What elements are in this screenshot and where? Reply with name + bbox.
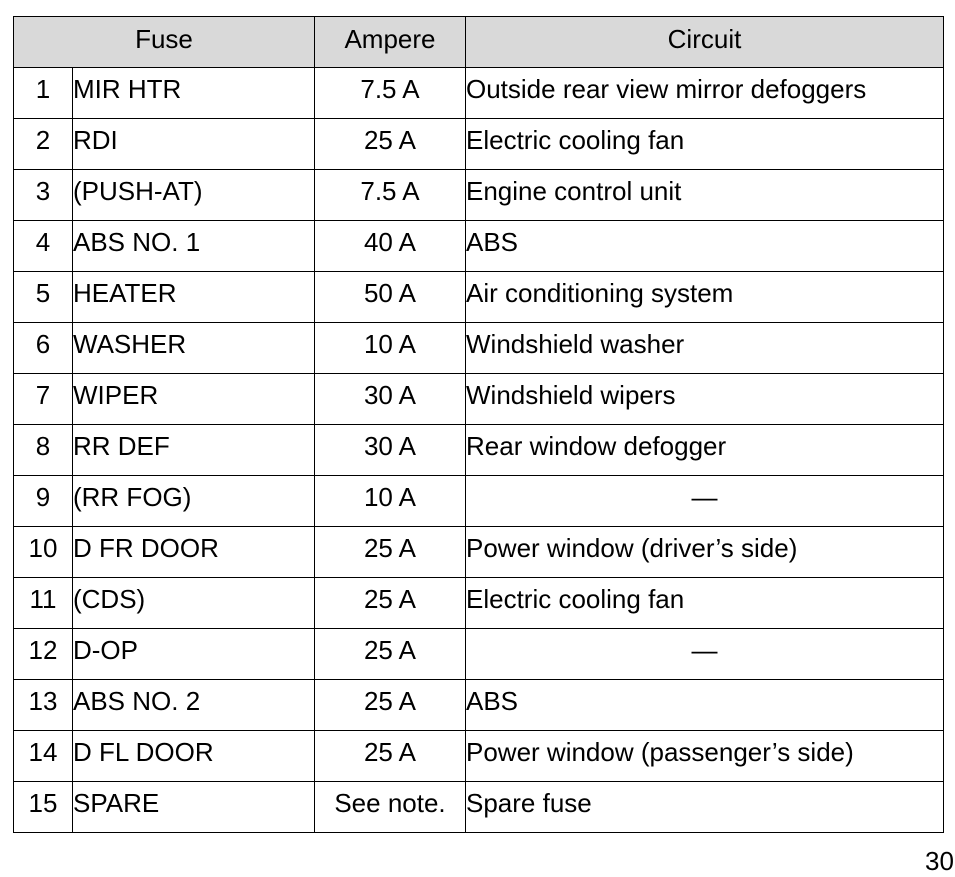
fuse-ampere: 25 A [315, 578, 466, 629]
fuse-circuit: Power window (driver’s side) [466, 527, 944, 578]
fuse-name: WASHER [73, 323, 315, 374]
fuse-name: D FL DOOR [73, 731, 315, 782]
header-fuse: Fuse [14, 17, 315, 68]
header-ampere: Ampere [315, 17, 466, 68]
fuse-ampere: 25 A [315, 527, 466, 578]
table-row [14, 374, 944, 425]
table-row [14, 425, 944, 476]
table-row [14, 476, 944, 527]
fuse-number: 14 [14, 731, 73, 782]
fuse-circuit: — [466, 476, 944, 527]
header-circuit: Circuit [466, 17, 944, 68]
fuse-name: D-OP [73, 629, 315, 680]
fuse-circuit: ABS [466, 221, 944, 272]
fuse-ampere: 7.5 A [315, 68, 466, 119]
fuse-number: 8 [14, 425, 73, 476]
fuse-circuit: Engine control unit [466, 170, 944, 221]
fuse-number: 1 [14, 68, 73, 119]
table-row [14, 629, 944, 680]
table-row [14, 323, 944, 374]
fuse-circuit: Windshield washer [466, 323, 944, 374]
fuse-ampere: 50 A [315, 272, 466, 323]
fuse-circuit: Spare fuse [466, 782, 944, 833]
fuse-number: 10 [14, 527, 73, 578]
table-row [14, 170, 944, 221]
table-row [14, 68, 944, 119]
fuse-circuit: Air conditioning system [466, 272, 944, 323]
fuse-ampere: 25 A [315, 731, 466, 782]
fuse-number: 7 [14, 374, 73, 425]
fuse-number: 2 [14, 119, 73, 170]
fuse-circuit: Windshield wipers [466, 374, 944, 425]
table-row [14, 731, 944, 782]
fuse-circuit: Electric cooling fan [466, 119, 944, 170]
fuse-number: 11 [14, 578, 73, 629]
fuse-name: D FR DOOR [73, 527, 315, 578]
fuse-name: SPARE [73, 782, 315, 833]
page-number: 30 [925, 846, 954, 876]
fuse-circuit: Outside rear view mirror defoggers [466, 68, 944, 119]
fuse-name: ABS NO. 2 [73, 680, 315, 731]
fuse-name: HEATER [73, 272, 315, 323]
fuse-number: 3 [14, 170, 73, 221]
fuse-circuit: — [466, 629, 944, 680]
fuse-number: 12 [14, 629, 73, 680]
table-header-row [14, 17, 944, 68]
fuse-circuit: ABS [466, 680, 944, 731]
fuse-name: RR DEF [73, 425, 315, 476]
fuse-number: 15 [14, 782, 73, 833]
table-row [14, 272, 944, 323]
fuse-ampere: 10 A [315, 323, 466, 374]
fuse-circuit: Power window (passenger’s side) [466, 731, 944, 782]
fuse-name: (CDS) [73, 578, 315, 629]
fuse-ampere: 25 A [315, 680, 466, 731]
fuse-number: 5 [14, 272, 73, 323]
table-row [14, 578, 944, 629]
table-row [14, 680, 944, 731]
fuse-ampere: 40 A [315, 221, 466, 272]
table-row [14, 221, 944, 272]
fuse-name: WIPER [73, 374, 315, 425]
fuse-ampere: 30 A [315, 425, 466, 476]
fuse-ampere: 25 A [315, 629, 466, 680]
table-row [14, 527, 944, 578]
fuse-table [13, 16, 944, 833]
fuse-name: MIR HTR [73, 68, 315, 119]
fuse-number: 4 [14, 221, 73, 272]
fuse-name: (PUSH-AT) [73, 170, 315, 221]
fuse-name: ABS NO. 1 [73, 221, 315, 272]
fuse-number: 6 [14, 323, 73, 374]
fuse-ampere: 10 A [315, 476, 466, 527]
fuse-ampere: 7.5 A [315, 170, 466, 221]
fuse-number: 13 [14, 680, 73, 731]
fuse-ampere: 25 A [315, 119, 466, 170]
fuse-circuit: Rear window defogger [466, 425, 944, 476]
fuse-number: 9 [14, 476, 73, 527]
fuse-circuit: Electric cooling fan [466, 578, 944, 629]
fuse-ampere: 30 A [315, 374, 466, 425]
table-body [14, 68, 944, 833]
fuse-name: (RR FOG) [73, 476, 315, 527]
fuse-ampere: See note. [315, 782, 466, 833]
fuse-name: RDI [73, 119, 315, 170]
table-row [14, 782, 944, 833]
table-row [14, 119, 944, 170]
